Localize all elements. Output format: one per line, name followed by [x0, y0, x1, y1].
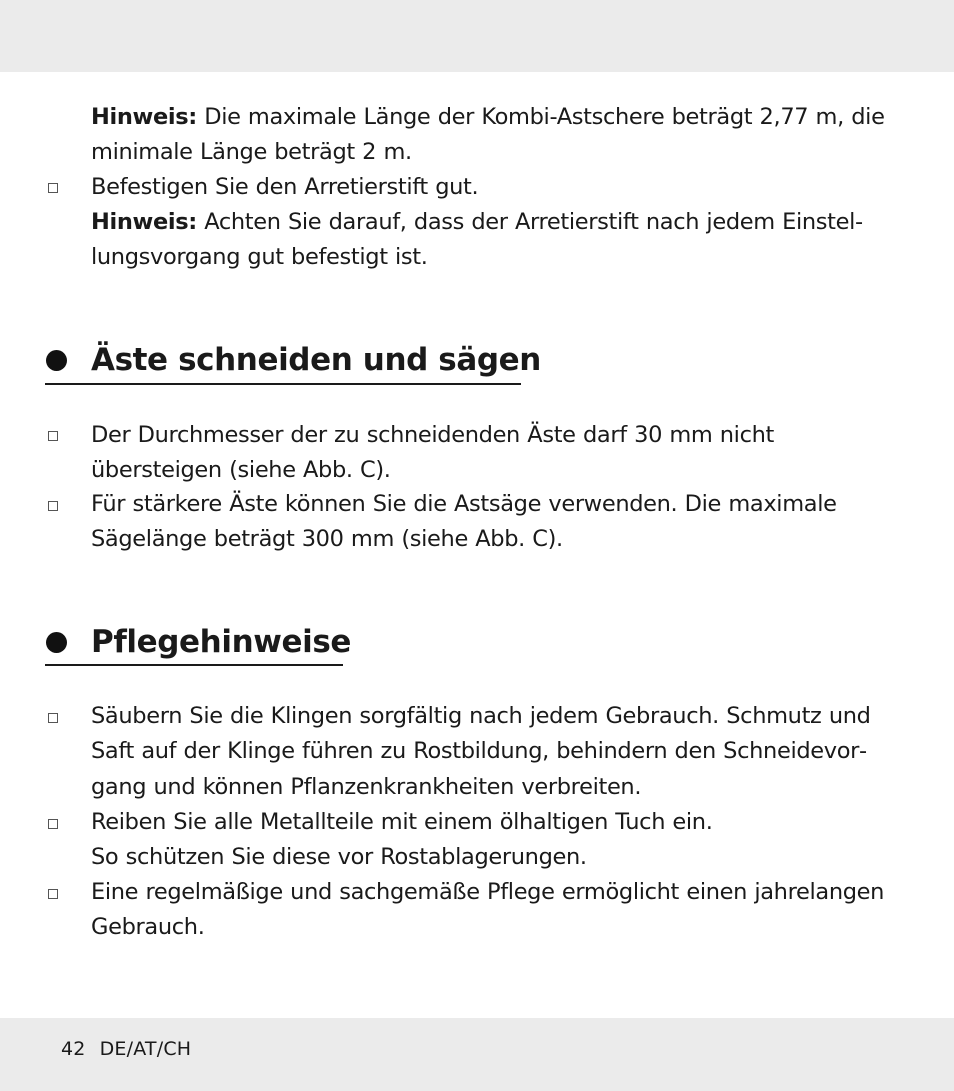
checkbox-bullet-icon — [48, 819, 58, 829]
list-item: Für stärkere Äste können Sie die Astsäge verwenden. Die maximale Sägelänge beträgt 300 mm (siehe Abb. C). — [91, 491, 837, 553]
note-label: Hinweis: — [91, 209, 197, 235]
note-text: Achten Sie darauf, dass der Arretierstift nach jedem Einstellungsvorgang gut befestigt ist. — [91, 209, 864, 271]
checkbox-bullet-icon — [48, 889, 58, 899]
checkbox-bullet-icon — [48, 713, 58, 723]
section-underline — [45, 664, 343, 666]
section-bullet-dot-icon — [46, 350, 67, 371]
list-item-fix-pin: Befestigen Sie den Arretierstift gut. — [91, 174, 479, 200]
page-number: 42 — [61, 1038, 86, 1060]
note-label: Hinweis: — [91, 104, 197, 130]
section-bullet-dot-icon — [46, 632, 67, 653]
footer — [61, 1038, 191, 1060]
checkbox-bullet-icon — [48, 501, 58, 511]
section-title-care: Pflegehinweise — [91, 624, 352, 660]
list-item: Säubern Sie die Klingen sorgfältig nach jedem Gebrauch. Schmutz und Saft auf der Klinge führen zu Rostbildung, behindern den Schneidevorgang und können Pflanzenkrankheiten verbreiten. — [91, 703, 871, 800]
list-item-continuation: So schützen Sie diese vor Rostablagerungen. — [91, 844, 587, 870]
note-max-length — [91, 100, 901, 171]
list-item: Der Durchmesser der zu schneidenden Äste darf 30 mm nicht übersteigen (siehe Abb. C). — [91, 422, 774, 484]
header-band — [0, 0, 954, 72]
checkbox-bullet-icon — [48, 431, 58, 441]
region-codes: DE/AT/CH — [99, 1038, 192, 1060]
section-underline — [45, 383, 521, 385]
section-title-cutting: Äste schneiden und sägen — [91, 342, 541, 378]
list-item: Reiben Sie alle Metallteile mit einem ölhaltigen Tuch ein. — [91, 809, 713, 835]
checkbox-bullet-icon — [48, 183, 58, 193]
note-pin-attention — [91, 205, 901, 276]
note-text: Die maximale Länge der Kombi-Astschere beträgt 2,77 m, die minimale Länge beträgt 2 m. — [91, 104, 885, 166]
list-item: Eine regelmäßige und sachgemäße Pflege ermöglicht einen jahrelangen Gebrauch. — [91, 879, 885, 941]
